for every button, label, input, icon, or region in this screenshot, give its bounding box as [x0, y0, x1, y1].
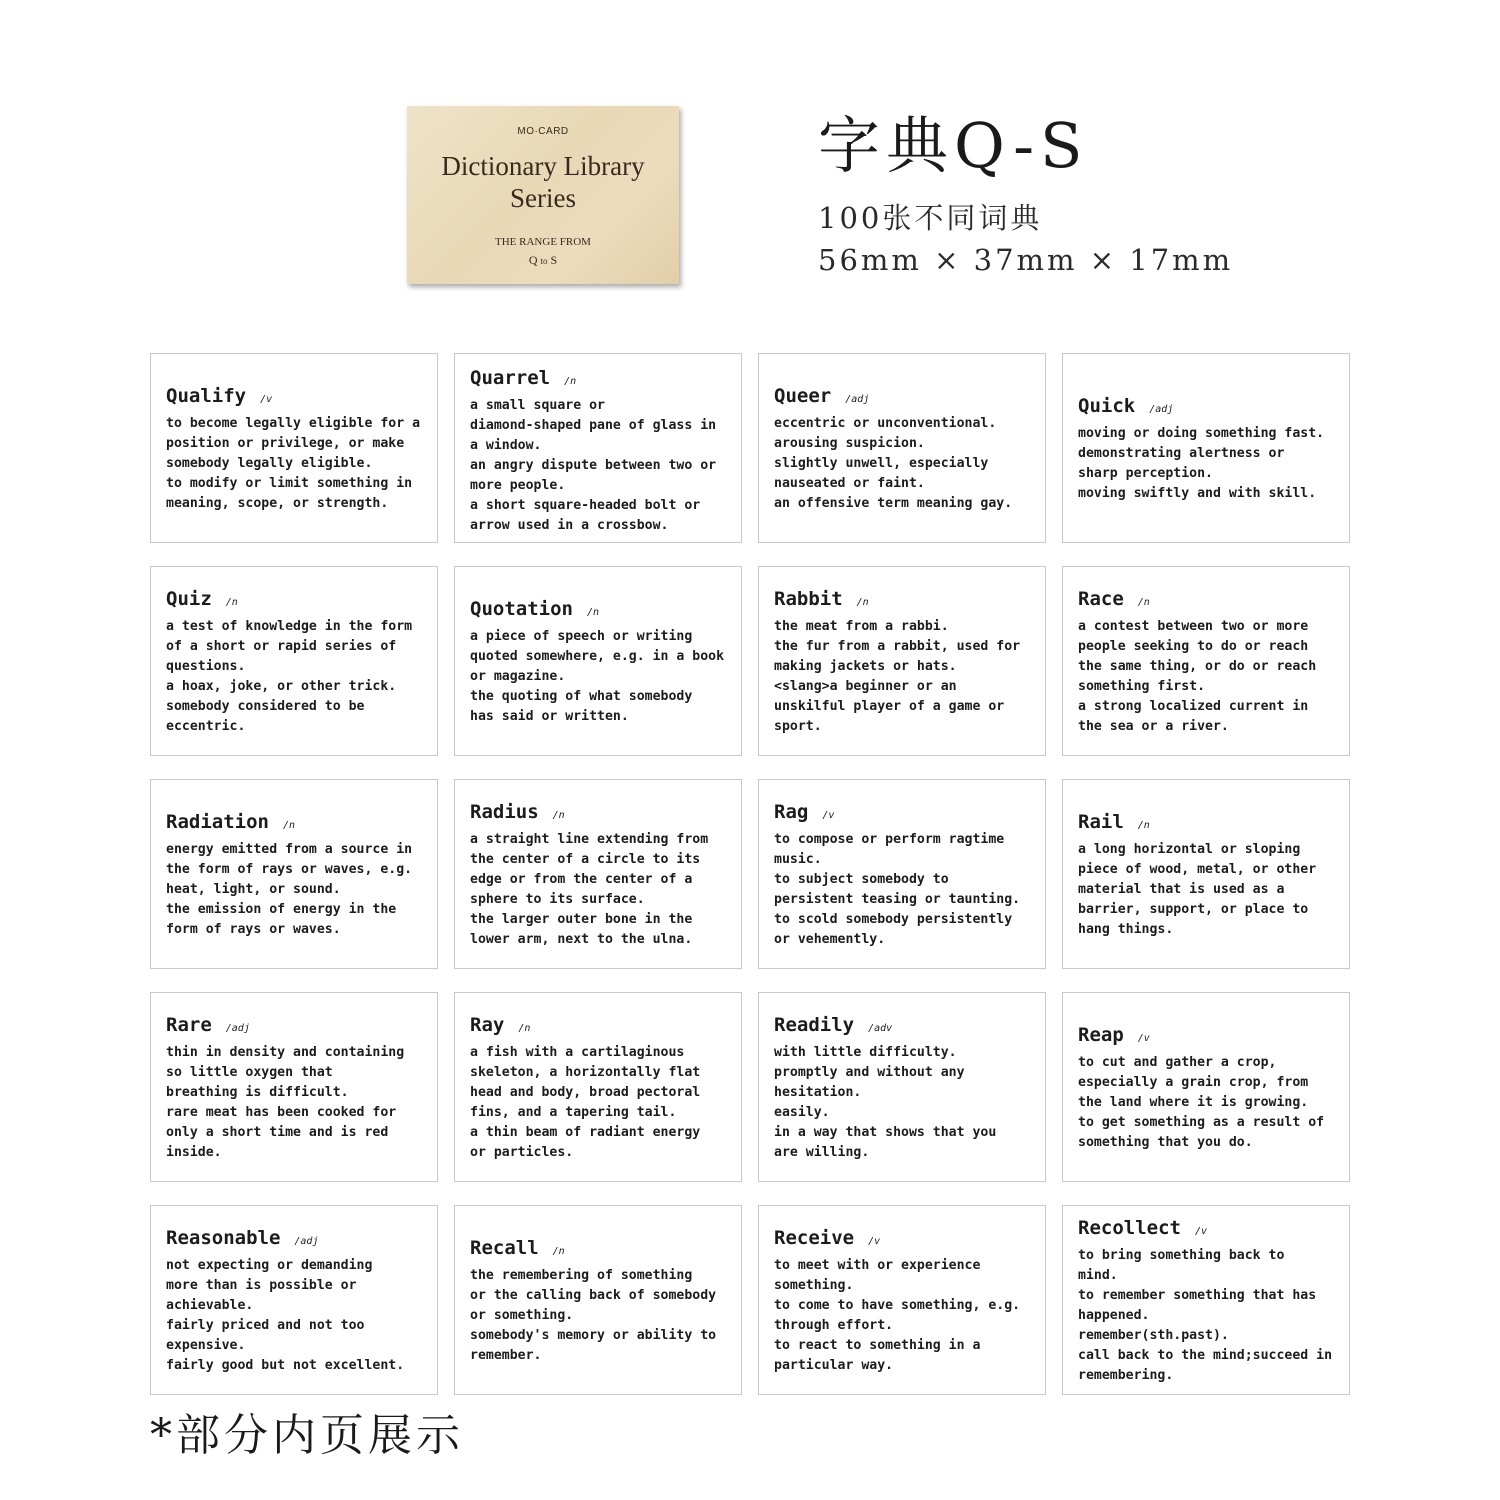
card-word [166, 1013, 427, 1041]
card-definition-line: has said or written. [470, 709, 629, 724]
card-definition-line: the emission of energy in the [166, 902, 397, 917]
card-definition-line: moving swiftly and with skill. [1078, 486, 1317, 501]
card-definition [1078, 840, 1339, 940]
cover-title-line1: Dictionary Library [441, 151, 645, 181]
card-definition-line: fairly priced and not too [166, 1318, 365, 1333]
dictionary-card [150, 1205, 438, 1395]
card-definition-line: piece of wood, metal, or other [1078, 862, 1317, 877]
dictionary-card [1062, 353, 1350, 543]
card-definition [774, 414, 1035, 514]
card-word [166, 384, 427, 412]
card-word [774, 1226, 1035, 1254]
card-definition-line: a small square or [470, 398, 605, 413]
card-definition-line: sphere to its surface. [470, 892, 645, 907]
card-definition-line: achievable. [166, 1298, 254, 1313]
card-definition-line: through effort. [774, 1318, 894, 1333]
card-definition-line: breathing is difficult. [166, 1085, 349, 1100]
card-definition-line: heat, light, or sound. [166, 882, 341, 897]
dictionary-card [758, 1205, 1046, 1395]
card-definition-line: <slang>a beginner or an [774, 679, 957, 694]
card-definition [470, 1266, 731, 1366]
card-part-of-speech: /adj [845, 394, 870, 405]
card-word [166, 1226, 427, 1254]
card-part-of-speech: /n [282, 820, 295, 831]
card-word [1078, 1023, 1339, 1051]
dictionary-card [454, 1205, 742, 1395]
dictionary-card [454, 992, 742, 1182]
card-definition-line: somebody's memory or ability to [470, 1328, 717, 1343]
card-part-of-speech: /n [225, 597, 238, 608]
card-definition-line: eccentric. [166, 719, 246, 734]
card-definition-line: an offensive term meaning gay. [774, 496, 1013, 511]
card-word [470, 1013, 731, 1041]
card-definition-line: people seeking to do or reach [1078, 639, 1309, 654]
card-definition-line: the fur from a rabbit, used for [774, 639, 1021, 654]
card-word-text: Reap [1078, 1024, 1124, 1046]
card-definition-line: remembering. [1078, 1368, 1174, 1383]
card-count-subtitle: 100张不同词典 [818, 201, 1043, 235]
card-word-text: Recollect [1078, 1217, 1181, 1239]
card-definition-line: slightly unwell, especially [774, 456, 989, 471]
card-definition-line: to modify or limit something in [166, 476, 413, 491]
card-word-text: Race [1078, 588, 1124, 610]
page-title: 字典Q-S [818, 109, 1089, 182]
dictionary-card [758, 353, 1046, 543]
card-definition-line: to remember something that has [1078, 1288, 1317, 1303]
dictionary-card [1062, 992, 1350, 1182]
cover-title-line2: Series [510, 183, 576, 213]
dictionary-card [454, 353, 742, 543]
card-part-of-speech: /v [260, 394, 273, 405]
card-definition-line: meaning, scope, or strength. [166, 496, 389, 511]
card-definition-line: the land where it is growing. [1078, 1095, 1309, 1110]
card-word-text: Quarrel [470, 367, 551, 389]
card-definition-line: something first. [1078, 679, 1206, 694]
card-word [1078, 1216, 1339, 1244]
card-part-of-speech: /v [1194, 1226, 1207, 1237]
cover-range-end: S [550, 253, 558, 267]
card-word-text: Radius [470, 801, 539, 823]
card-definition-line: of a short or rapid series of [166, 639, 397, 654]
card-definition-line: a fish with a cartilaginous [470, 1045, 685, 1060]
dictionary-card [150, 992, 438, 1182]
card-word-text: Reasonable [166, 1227, 281, 1249]
card-definition [774, 1256, 1035, 1376]
card-definition-line: to compose or perform ragtime [774, 832, 1005, 847]
card-definition [166, 840, 427, 940]
card-definition-line: arrow used in a crossbow. [470, 518, 669, 533]
card-definition-line: to become legally eligible for a [166, 416, 421, 431]
card-definition-line: sport. [774, 719, 822, 734]
dictionary-card [150, 353, 438, 543]
card-definition-line: in a way that shows that you [774, 1125, 997, 1140]
cover-range-start: Q [528, 253, 538, 267]
card-definition [470, 396, 731, 536]
card-definition-line: or something. [470, 1308, 574, 1323]
card-word [470, 597, 731, 625]
card-word [470, 366, 731, 394]
card-definition-line: somebody considered to be [166, 699, 365, 714]
card-definition-line: especially a grain crop, from [1078, 1075, 1309, 1090]
card-word-text: Qualify [166, 385, 247, 407]
card-definition-line: the larger outer bone in the [470, 912, 693, 927]
card-definition-line: edge or from the center of a [470, 872, 693, 887]
card-definition [470, 1043, 731, 1163]
card-word [470, 1236, 731, 1264]
card-definition-line: the remembering of something [470, 1268, 693, 1283]
card-definition-line: unskilful player of a game or [774, 699, 1005, 714]
card-definition-line: hang things. [1078, 922, 1174, 937]
card-definition-line: expensive. [166, 1338, 246, 1353]
card-definition-line: to get something as a result of [1078, 1115, 1325, 1130]
card-word [774, 1013, 1035, 1041]
product-cover-card [407, 106, 679, 284]
card-word [166, 587, 427, 615]
card-word [166, 810, 427, 838]
card-definition-line: easily. [774, 1105, 830, 1120]
card-definition-line: or the calling back of somebody [470, 1288, 717, 1303]
cover-brand: MO·CARD [517, 126, 569, 137]
card-definition-line: lower arm, next to the ulna. [470, 932, 693, 947]
card-definition-line: so little oxygen that [166, 1065, 333, 1080]
card-part-of-speech: /v [1137, 1033, 1150, 1044]
card-part-of-speech: /adj [294, 1236, 319, 1247]
card-definition-line: something that you do. [1078, 1135, 1253, 1150]
card-word-text: Queer [774, 385, 832, 407]
card-definition [166, 1043, 427, 1163]
card-word-text: Readily [774, 1014, 855, 1036]
card-definition [774, 1043, 1035, 1163]
card-definition [1078, 1053, 1339, 1153]
card-definition-line: making jackets or hats. [774, 659, 957, 674]
card-definition-line: a test of knowledge in the form [166, 619, 413, 634]
card-definition-line: mind. [1078, 1268, 1118, 1283]
card-definition-line: somebody legally eligible. [166, 456, 373, 471]
card-definition-line: fins, and a tapering tail. [470, 1105, 677, 1120]
card-word-text: Recall [470, 1237, 539, 1259]
card-definition-line: are willing. [774, 1145, 870, 1160]
cover-range-label: THE RANGE FROM [495, 236, 591, 248]
card-definition-line: hesitation. [774, 1085, 862, 1100]
card-definition-line: the center of a circle to its [470, 852, 701, 867]
card-definition-line: a contest between two or more [1078, 619, 1309, 634]
dictionary-card [150, 566, 438, 756]
card-definition-line: something. [774, 1278, 854, 1293]
card-part-of-speech: /n [564, 376, 577, 387]
card-definition-line: remember(sth.past). [1078, 1328, 1229, 1343]
card-part-of-speech: /n [1137, 597, 1150, 608]
card-definition-line: inside. [166, 1145, 222, 1160]
card-definition-line: to subject somebody to [774, 872, 949, 887]
card-word [470, 800, 731, 828]
card-definition [1078, 617, 1339, 737]
dictionary-card [758, 566, 1046, 756]
dictionary-card [454, 566, 742, 756]
card-definition-line: quoted somewhere, e.g. in a book [470, 649, 725, 664]
card-word-text: Rabbit [774, 588, 843, 610]
card-definition-line: happened. [1078, 1308, 1150, 1323]
card-definition-line: persistent teasing or taunting. [774, 892, 1021, 907]
dictionary-card [1062, 779, 1350, 969]
card-part-of-speech: /v [822, 810, 835, 821]
card-definition-line: particular way. [774, 1358, 894, 1373]
card-definition-line: to meet with or experience [774, 1258, 981, 1273]
card-definition-line: the meat from a rabbi. [774, 619, 949, 634]
cover-title [407, 150, 679, 214]
card-word-text: Radiation [166, 811, 269, 833]
card-word-text: Ray [470, 1014, 505, 1036]
card-word [774, 384, 1035, 412]
card-definition-line: only a short time and is red [166, 1125, 389, 1140]
card-definition [470, 627, 731, 727]
card-definition [1078, 424, 1339, 504]
card-word-text: Receive [774, 1227, 855, 1249]
card-definition-line: with little difficulty. [774, 1045, 957, 1060]
dimensions-subtitle: 56mm × 37mm × 17mm [818, 243, 1234, 277]
card-definition [1078, 1246, 1339, 1386]
card-definition-line: eccentric or unconventional. [774, 416, 997, 431]
card-definition [470, 830, 731, 950]
card-definition-line: barrier, support, or place to [1078, 902, 1309, 917]
card-definition-line: head and body, broad pectoral [470, 1085, 701, 1100]
card-definition-line: a strong localized current in [1078, 699, 1309, 714]
card-definition-line: the quoting of what somebody [470, 689, 693, 704]
card-definition-line: fairly good but not excellent. [166, 1358, 405, 1373]
card-definition-line: remember. [470, 1348, 542, 1363]
dictionary-card [758, 992, 1046, 1182]
card-definition-line: to scold somebody persistently [774, 912, 1013, 927]
card-definition-line: thin in density and containing [166, 1045, 405, 1060]
card-definition-line: call back to the mind;succeed in [1078, 1348, 1333, 1363]
card-definition-line: the sea or a river. [1078, 719, 1229, 734]
dictionary-card [454, 779, 742, 969]
card-part-of-speech: /n [552, 810, 565, 821]
card-part-of-speech: /v [868, 1236, 881, 1247]
card-definition-line: or vehemently. [774, 932, 886, 947]
card-definition-line: energy emitted from a source in [166, 842, 413, 857]
card-definition-line: more than is possible or [166, 1278, 357, 1293]
card-definition-line: or magazine. [470, 669, 566, 684]
card-part-of-speech: /n [518, 1023, 531, 1034]
card-word-text: Rail [1078, 811, 1124, 833]
card-word-text: Rag [774, 801, 809, 823]
card-definition-line: not expecting or demanding [166, 1258, 373, 1273]
dictionary-card [150, 779, 438, 969]
card-word-text: Quotation [470, 598, 573, 620]
card-definition-line: an angry dispute between two or [470, 458, 717, 473]
card-word [1078, 394, 1339, 422]
cover-range-to: to [540, 256, 548, 266]
card-part-of-speech: /adj [225, 1023, 250, 1034]
card-word [1078, 587, 1339, 615]
card-part-of-speech: /adv [868, 1023, 893, 1034]
card-part-of-speech: /n [1137, 820, 1150, 831]
card-definition-line: position or privilege, or make [166, 436, 405, 451]
card-definition-line: a thin beam of radiant energy [470, 1125, 701, 1140]
card-definition [166, 414, 427, 514]
card-definition-line: promptly and without any [774, 1065, 965, 1080]
card-definition [774, 617, 1035, 737]
card-definition-line: to come to have something, e.g. [774, 1298, 1021, 1313]
card-definition-line: form of rays or waves. [166, 922, 341, 937]
card-part-of-speech: /n [586, 607, 599, 618]
card-part-of-speech: /adj [1149, 404, 1174, 415]
card-definition-line: the same thing, or do or reach [1078, 659, 1317, 674]
card-definition-line: the form of rays or waves, e.g. [166, 862, 413, 877]
card-definition-line: a piece of speech or writing [470, 629, 693, 644]
card-definition-line: demonstrating alertness or [1078, 446, 1285, 461]
dictionary-card [1062, 1205, 1350, 1395]
card-definition-line: to bring something back to [1078, 1248, 1285, 1263]
card-definition-line: arousing suspicion. [774, 436, 925, 451]
card-definition-line: nauseated or faint. [774, 476, 925, 491]
cover-range-value [407, 253, 679, 268]
card-definition-line: more people. [470, 478, 566, 493]
dictionary-card [758, 779, 1046, 969]
card-definition-line: a short square-headed bolt or [470, 498, 701, 513]
card-definition-line: questions. [166, 659, 246, 674]
card-definition-line: music. [774, 852, 822, 867]
card-definition-line: a hoax, joke, or other trick. [166, 679, 397, 694]
card-definition-line: skeleton, a horizontally flat [470, 1065, 701, 1080]
card-definition-line: rare meat has been cooked for [166, 1105, 397, 1120]
card-word-text: Quiz [166, 588, 212, 610]
card-definition-line: to react to something in a [774, 1338, 981, 1353]
card-word [774, 800, 1035, 828]
card-definition-line: moving or doing something fast. [1078, 426, 1325, 441]
card-definition-line: a long horizontal or sloping [1078, 842, 1301, 857]
card-definition-line: or particles. [470, 1145, 574, 1160]
card-part-of-speech: /n [856, 597, 869, 608]
card-definition-line: a window. [470, 438, 542, 453]
card-definition-line: material that is used as a [1078, 882, 1285, 897]
card-definition [774, 830, 1035, 950]
card-definition-line: diamond-shaped pane of glass in [470, 418, 717, 433]
card-word [774, 587, 1035, 615]
card-definition-line: to cut and gather a crop, [1078, 1055, 1277, 1070]
footnote: *部分内页展示 [150, 1410, 464, 1461]
dictionary-card [1062, 566, 1350, 756]
card-part-of-speech: /n [552, 1246, 565, 1257]
card-definition-line: sharp perception. [1078, 466, 1213, 481]
card-definition [166, 1256, 427, 1376]
card-word-text: Rare [166, 1014, 212, 1036]
card-word [1078, 810, 1339, 838]
card-word-text: Quick [1078, 395, 1136, 417]
card-definition-line: a straight line extending from [470, 832, 709, 847]
card-definition [166, 617, 427, 737]
